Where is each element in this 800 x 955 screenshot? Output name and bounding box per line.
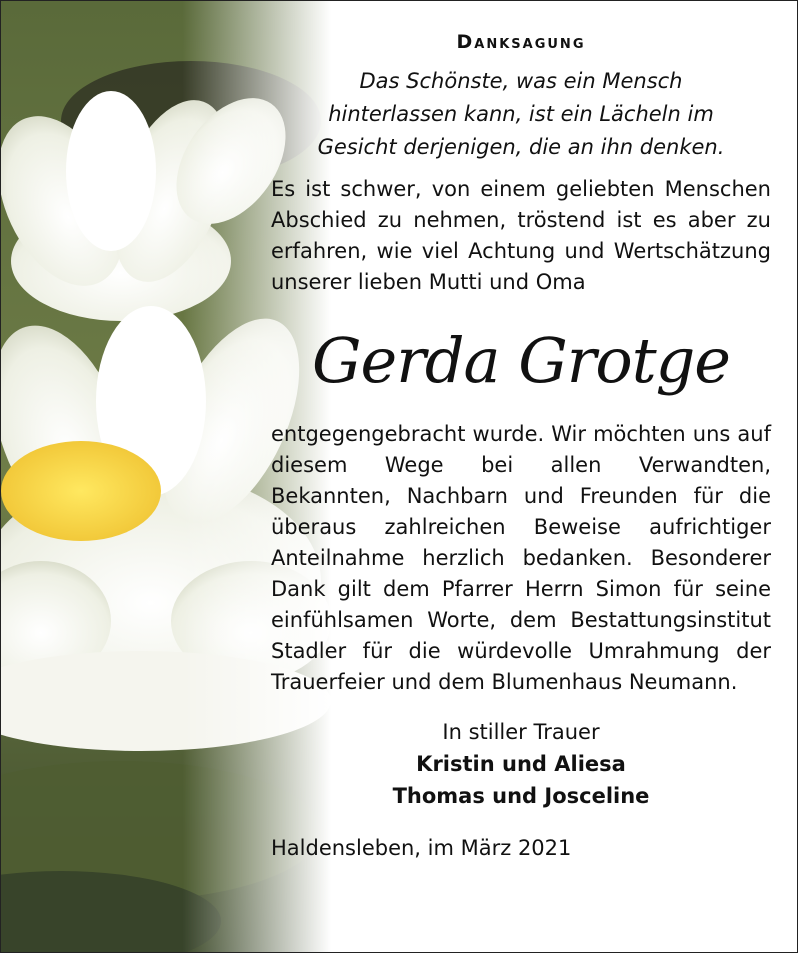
mourning-line: In stiller Trauer <box>442 720 600 744</box>
thanks-paragraph: entgegengebracht wurde. Wir möchten uns auf diesem Wege bei allen Verwandten, Bekannten, Nachbarn und Freunden für die überaus zahlreichen Beweise aufrichtiger Anteilnahme herzlich bedanken. Besonderer Dank gilt dem Pfarrer Herrn Simon für seine einfühlsamen Worte, dem Bestattungsinstitut Stadler für die würdevolle Umrahmung der Trauerfeier und dem Blumenhaus Neumann. <box>271 422 771 694</box>
quote-line: Gesicht derjenigen, die an ihn denken. <box>317 135 725 159</box>
family-names-1: Kristin und Aliesa <box>416 752 626 776</box>
place-date: Haldensleben, im März 2021 <box>271 836 572 860</box>
quote-line: Das Schönste, was ein Mensch <box>359 69 683 93</box>
notice-text <box>271 31 771 860</box>
memorial-quote <box>271 65 771 164</box>
family-names-2: Thomas und Josceline <box>392 784 650 808</box>
closing-block <box>271 716 771 812</box>
intro-paragraph: Es ist schwer, von einem geliebten Menschen Abschied zu nehmen, tröstend ist es aber zu erfahren, wie viel Achtung und Wertschätzung unserer lieben Mutti und Oma <box>271 177 771 294</box>
quote-line: hinterlassen kann, ist ein Lächeln im <box>328 102 714 126</box>
notice-heading: Danksagung <box>456 31 586 53</box>
deceased-name: Gerda Grotge <box>311 324 730 397</box>
